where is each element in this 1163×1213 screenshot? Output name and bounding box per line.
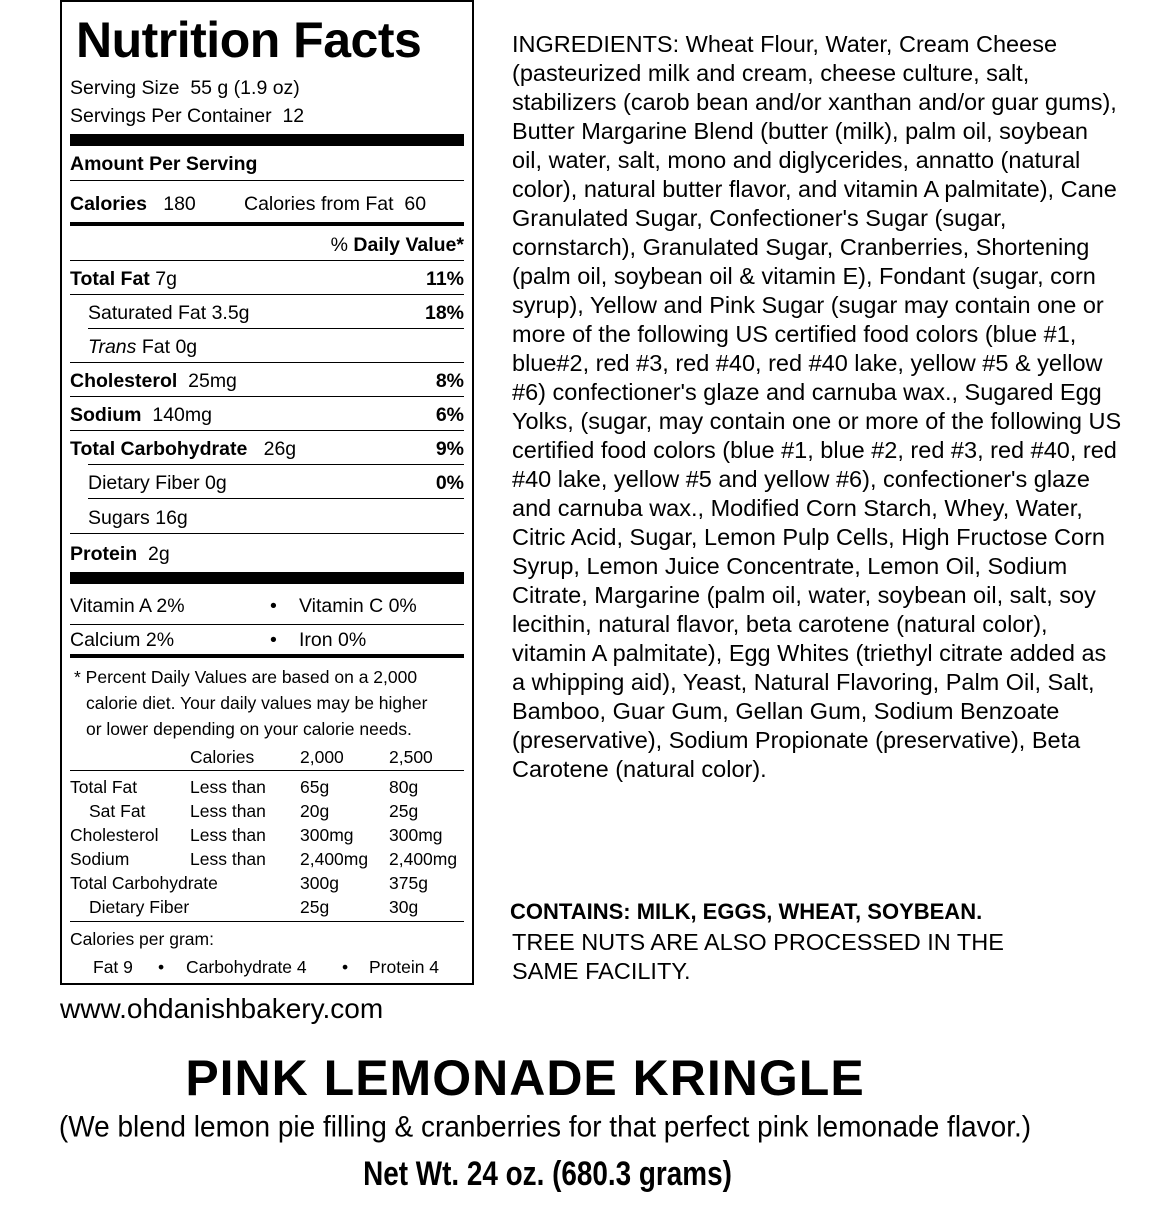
dv-row-2500: 25g (389, 801, 419, 821)
divider (70, 362, 464, 363)
calories-value: 180 (163, 193, 196, 215)
nutrient-amount: 7g (155, 268, 177, 290)
product-name: PINK LEMONADE KRINGLE (185, 1050, 865, 1106)
calories-from-fat (244, 192, 426, 216)
medium-divider (70, 654, 464, 658)
servings-per-container-label: Servings Per Container (70, 105, 272, 127)
thick-divider (70, 572, 464, 584)
nutrient-pct: 6% (435, 404, 464, 426)
product-description: (We blend lemon pie filling & cranberries for that perfect pink lemonade flavor.) (58, 1110, 1032, 1143)
nutrient-label: Sodium (70, 404, 142, 426)
servings-per-container (70, 104, 304, 128)
calories-from-fat-value: 60 (404, 193, 427, 215)
nutrient-amount: 3.5g (211, 302, 250, 324)
dv-row-2500: 30g (389, 897, 419, 917)
nutrient-amount: 140mg (152, 404, 212, 426)
bullet: • (342, 957, 349, 977)
dv-row-label: Total Fat (70, 777, 138, 797)
nutrient-row-dietary-fiber (88, 471, 227, 495)
dv-row-qualifier: Less than (190, 801, 266, 821)
dv-row-2000: 20g (300, 801, 330, 821)
servings-per-container-value: 12 (282, 105, 305, 127)
dv-row-2000: 65g (300, 777, 330, 797)
nutrient-pct: 9% (435, 438, 464, 460)
divider (88, 328, 464, 329)
dv-row-2500: 375g (389, 873, 428, 893)
daily-value-prefix: % (330, 234, 354, 256)
divider (88, 498, 464, 499)
website-url: www.ohdanishbakery.com (60, 993, 384, 1024)
nutrient-label: Dietary Fiber (88, 472, 200, 494)
bullet: • (270, 595, 277, 617)
divider (70, 294, 464, 295)
dv-row-2000: 2,400mg (300, 849, 369, 869)
dv-row-label: Sat Fat (89, 801, 146, 821)
nutrient-row-cholesterol (70, 369, 237, 393)
allergen-contains: CONTAINS: MILK, EGGS, WHEAT, SOYBEAN. (510, 899, 983, 924)
calories-per-gram-label: Calories per gram: (70, 929, 214, 949)
calories-from-fat-label: Calories from Fat (244, 193, 394, 215)
nutrient-label: Total Carbohydrate (70, 438, 248, 460)
divider (70, 396, 464, 397)
dv-row-2500: 2,400mg (389, 849, 458, 869)
dv-row-2000: 300mg (300, 825, 354, 845)
serving-size (70, 76, 300, 100)
nutrient-pct: 0% (435, 472, 464, 494)
footnote-line: calorie diet. Your daily values may be higher (86, 693, 428, 713)
amount-per-serving: Amount Per Serving (70, 153, 258, 175)
divider (88, 464, 464, 465)
nutrient-amount: 0g (175, 336, 198, 358)
nutrient-label: Protein (70, 543, 138, 565)
allergen-note: TREE NUTS ARE ALSO PROCESSED IN THE SAME FACILITY. (512, 929, 1004, 984)
dv-row-2000: 300g (300, 873, 339, 893)
nutrient-amount: 25mg (188, 370, 237, 392)
medium-divider (70, 222, 464, 226)
calcium: Calcium 2% (70, 629, 175, 651)
dv-row-label: Cholesterol (70, 825, 159, 845)
dv-row-2500: 300mg (389, 825, 443, 845)
calories-per-gram-protein: Protein 4 (369, 957, 440, 977)
dv-header-2000: 2,000 (300, 747, 344, 767)
nutrient-row-protein (70, 542, 170, 566)
nutrient-amount: 2g (148, 543, 170, 565)
divider (70, 921, 464, 922)
iron: Iron 0% (299, 629, 367, 651)
dv-row-label: Dietary Fiber (89, 897, 190, 917)
vitamin-c: Vitamin C 0% (299, 595, 417, 617)
daily-value-label: Daily Value* (353, 234, 464, 256)
nutrient-label: Saturated Fat (88, 302, 207, 324)
nutrition-title: Nutrition Facts (76, 12, 422, 68)
nutrient-amount: 16g (155, 507, 188, 529)
net-weight: Net Wt. 24 oz. (680.3 grams) (363, 1155, 732, 1193)
nutrient-row-total-fat (70, 267, 177, 291)
divider (70, 430, 464, 431)
dv-row-2500: 80g (389, 777, 419, 797)
vitamin-a: Vitamin A 2% (70, 595, 185, 617)
divider (70, 180, 464, 181)
nutrient-label: Cholesterol (70, 370, 178, 392)
serving-size-value: 55 g (1.9 oz) (190, 77, 300, 99)
nutrient-label-italic: Trans (88, 336, 137, 358)
footnote-line: or lower depending on your calorie needs. (86, 719, 412, 739)
ingredients-text: INGREDIENTS: Wheat Flour, Water, Cream Cheese (pasteurized milk and cream, cheese culture, salt, stabilizers (carob bean and/or xanthan and/or guar gums), Butter Margarine Blend (butter (milk), palm oil, soybean oil, water, salt, mono and diglycerides, annatto (natural color), natural butter flavor, and vitamin A palmitate), Cane Granulated Sugar, Confectioner's Sugar (sugar, cornstarch), Granulated Sugar, Cranberries, Shortening (palm oil, soybean oil & vitamin E), Fondant (sugar, corn syrup), Yellow and Pink Sugar (sugar may contain one or more of the following US certified food colors (blue #1, blue#2, red #3, red #40, red #40 lake, yellow #5 & yellow #6) confectioner's glaze and carnuba wax., Sugared Egg Yolks, (sugar, may contain one or more of the following US certified food colors (blue #1, blue #2, red #3, red #40, red #40 lake, yellow #5 and yellow #6), confectioner's glaze and carnuba wax., Modified Corn Starch, Whey, Water, Citric Acid, Sugar, Lemon Pulp Cells, High Fructose Corn Syrup, Lemon Juice Concentrate, Lemon Oil, Sodium Citrate, Margarine (palm oil, water, soybean oil, salt, soy lecithin, natural flavor, beta carotene (natural color), vitamin A palmitate), Egg Whites (triethyl citrate added as a whipping aid), Yeast, Natural Flavoring, Palm Oil, Salt, Bamboo, Guar Gum, Gellan Gum, Sodium Benzoate (preservative), Sodium Propionate (preservative), Beta Carotene (natural color). (512, 31, 1122, 782)
bullet: • (270, 629, 277, 651)
calories-per-gram-fat: Fat 9 (93, 957, 133, 977)
nutrient-pct: 8% (435, 370, 464, 392)
nutrient-row-sugars (88, 506, 188, 530)
divider (70, 770, 464, 771)
nutrient-row-total-carbohydrate (70, 437, 296, 461)
dv-row-label: Sodium (70, 849, 130, 869)
nutrient-row-sodium (70, 403, 212, 427)
divider (70, 624, 464, 625)
nutrient-label: Sugars (88, 507, 150, 529)
nutrient-amount: 0g (205, 472, 227, 494)
nutrient-pct: 11% (426, 268, 464, 290)
dv-row-qualifier: Less than (190, 849, 266, 869)
dv-row-label: Total Carbohydrate (70, 873, 218, 893)
dv-row-qualifier: Less than (190, 825, 266, 845)
nutrient-row-trans-fat (88, 335, 197, 359)
footnote-line: * Percent Daily Values are based on a 2,000 (74, 667, 418, 687)
thick-divider (70, 134, 464, 146)
divider (70, 533, 464, 534)
calories-label: Calories (70, 193, 147, 215)
dv-header-calories: Calories (190, 747, 255, 767)
nutrition-facts-panel (60, 0, 474, 985)
nutrient-label: Fat (141, 336, 171, 358)
calories-per-gram-carbohydrate: Carbohydrate 4 (186, 957, 307, 977)
daily-value-header (331, 233, 464, 257)
serving-size-label: Serving Size (70, 77, 180, 99)
bullet: • (158, 957, 165, 977)
nutrient-label: Total Fat (70, 268, 150, 290)
divider (70, 260, 464, 261)
dv-row-qualifier: Less than (190, 777, 266, 797)
nutrient-pct: 18% (424, 302, 464, 324)
nutrient-amount: 26g (263, 438, 297, 460)
dv-header-2500: 2,500 (389, 747, 433, 767)
dv-row-2000: 25g (300, 897, 330, 917)
calories-row (70, 192, 196, 216)
nutrient-row-saturated-fat (88, 301, 250, 325)
